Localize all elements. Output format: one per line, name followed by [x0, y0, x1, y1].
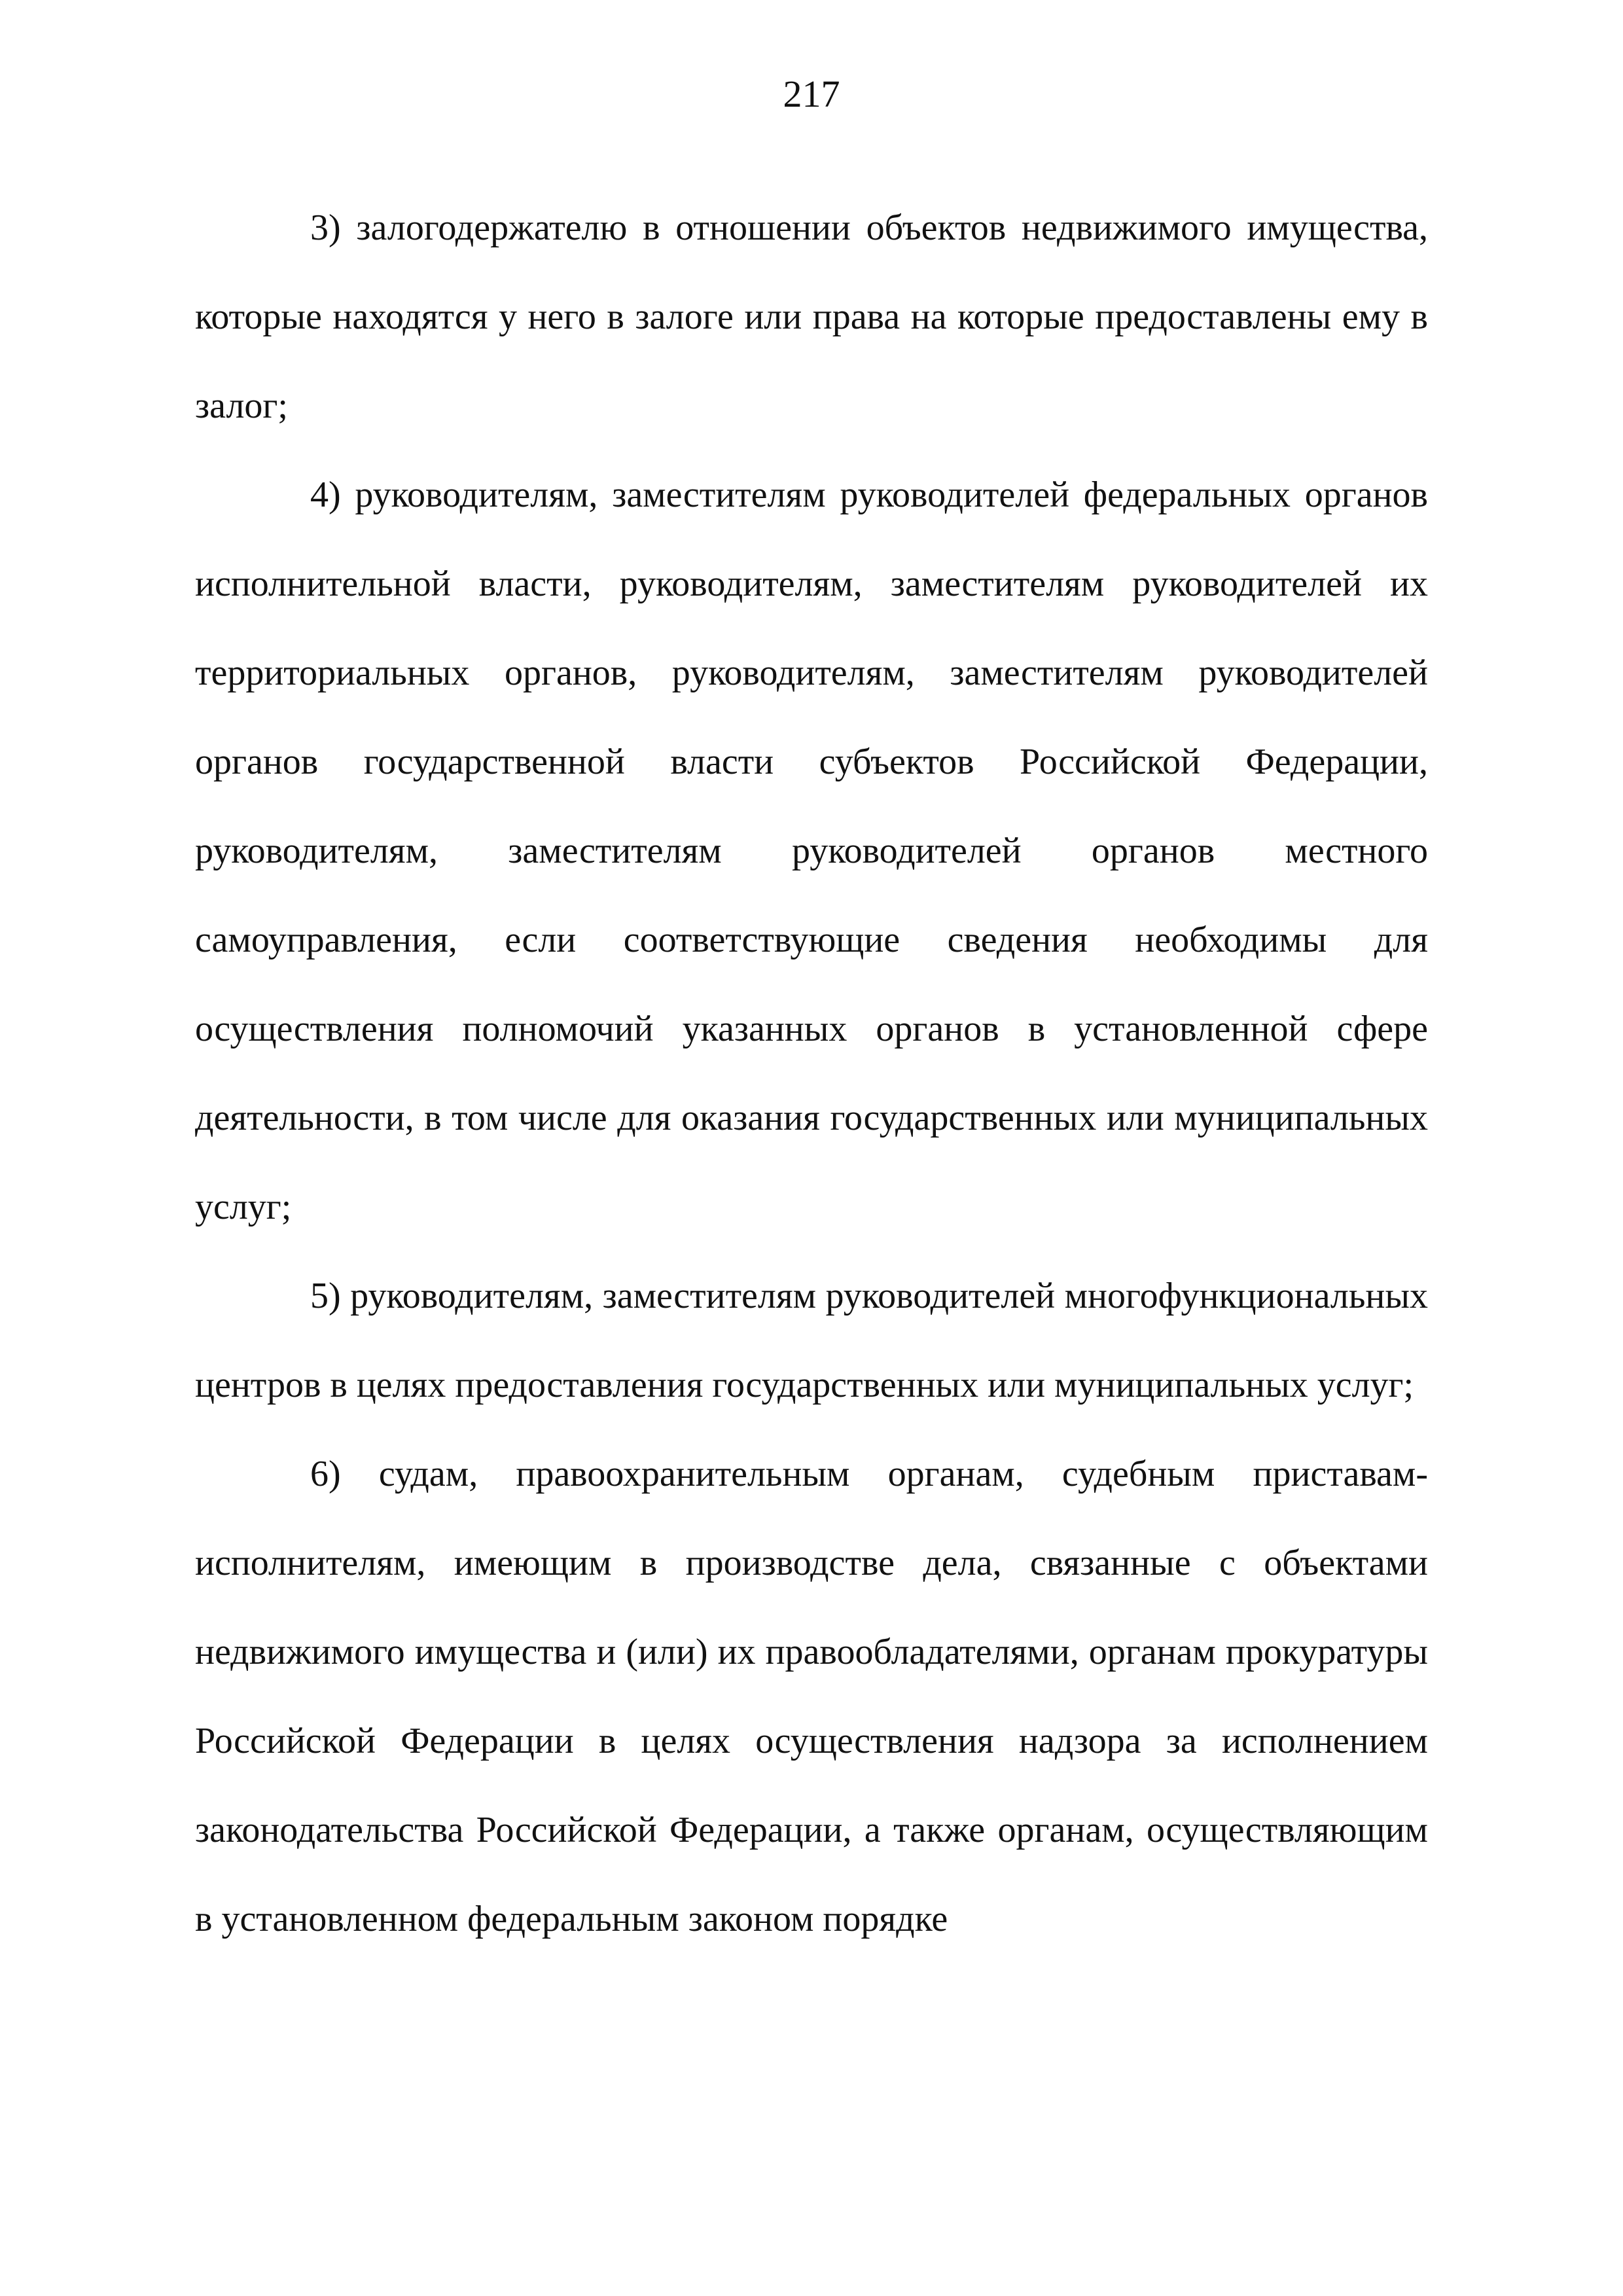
document-body [195, 183, 1428, 1964]
paragraph-item-4: 4) руководителям, заместителям руководителей федеральных органов исполнительной власти, руководителям, заместителям руководителей их территориальных органов, руководителям, заместителям руководителей органов государственной власти субъектов Российской Федерации, руководителям, заместителям руководителей органов местного самоуправления, если соответствующие сведения необходимы для осуществления полномочий указанных органов в установленной сфере деятельности, в том числе для оказания государственных или муниципальных услуг; [195, 475, 1428, 1227]
page-number: 217 [783, 73, 840, 115]
paragraph-item-6: 6) судам, правоохранительным органам, судебным приставам-исполнителям, имеющим в производстве дела, связанные с объектами недвижимого имущества и (или) их правообладателями, органам прокуратуры Российской Федерации в целях осуществления надзора за исполнением законодательства Российской Федерации, а также органам, осуществляющим в установленном федеральным законом порядке [195, 1454, 1428, 1939]
paragraph-item-5: 5) руководителям, заместителям руководителей многофункциональных центров в целях предоставления государственных или муниципальных услуг; [195, 1276, 1428, 1405]
paragraph-item-3: 3) залогодержателю в отношении объектов недвижимого имущества, которые находятся у него в залоге или права на которые предоставлены ему в залог; [195, 207, 1428, 426]
